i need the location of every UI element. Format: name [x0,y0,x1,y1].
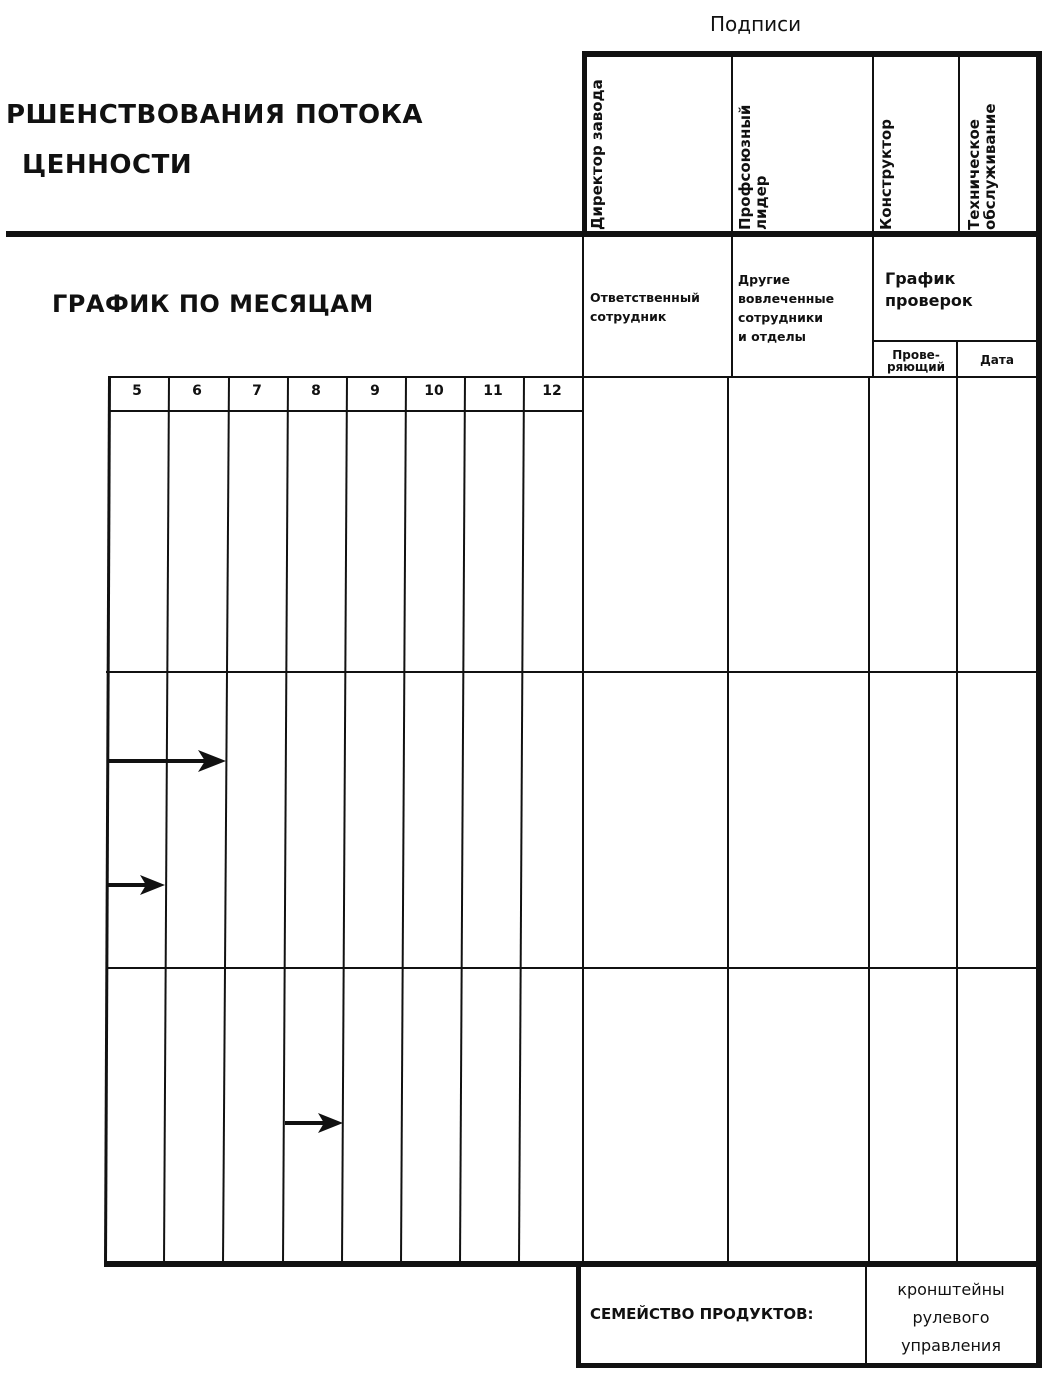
signer-maintenance-line-2: обслуживание [981,103,999,230]
month-header-8: 8 [311,383,321,399]
arrow-icon [107,875,165,895]
title-line-1: РШЕНСТВОВАНИЯ ПОТОКА [6,100,424,130]
title-line-2: ЦЕННОСТИ [22,150,193,180]
family-box-bottom-border [576,1363,1042,1368]
month-header-9: 9 [370,383,380,399]
product-family-value [868,1276,1034,1360]
signer-union-leader-line-1: Профсоюзный [736,104,754,230]
signer-maintenance-line-1: Техническое [965,119,983,230]
review-schedule-line-2: проверок [885,291,973,310]
responsible-header-line-2: сотрудник [590,309,667,324]
reviewer-header-line-2: ряющий [886,360,946,374]
responsible-header-line-1: Ответственный [590,290,700,305]
others-header-line-2: вовлеченные [738,291,835,306]
reviewer-header-line-1: Прове- [892,348,940,362]
month-header-11: 11 [483,383,503,399]
family-box-divider [865,1267,867,1363]
signer-union-leader-line-2: лидер [752,175,770,230]
month-header-6: 6 [192,383,202,399]
others-header-line-1: Другие [738,272,790,287]
others-header-line-3: сотрудники [738,310,824,325]
family-box-right-border [1036,1264,1042,1368]
signatures-label: Подписи [710,12,802,36]
month-header-5: 5 [132,383,142,399]
product-family-line-2: рулевого [912,1308,990,1327]
month-header-7: 7 [252,383,262,399]
month-header-12: 12 [542,383,562,399]
arrow-icon [285,1113,343,1133]
product-family-line-3: управления [901,1336,1001,1355]
family-box-left-border [576,1264,581,1368]
signer-designer: Конструктор [877,119,895,230]
month-header-10: 10 [424,383,444,399]
product-family-label: СЕМЕЙСТВО ПРОДУКТОВ: [590,1305,814,1323]
review-schedule-line-1: График [885,269,956,288]
arrow-icon [107,750,226,772]
monthly-schedule-label: ГРАФИК ПО МЕСЯЦАМ [52,290,374,318]
date-header: Дата [980,353,1014,367]
others-header-line-4: и отделы [738,329,806,344]
product-family-line-1: кронштейны [897,1280,1005,1299]
signer-plant-director: Директор завода [588,79,606,230]
